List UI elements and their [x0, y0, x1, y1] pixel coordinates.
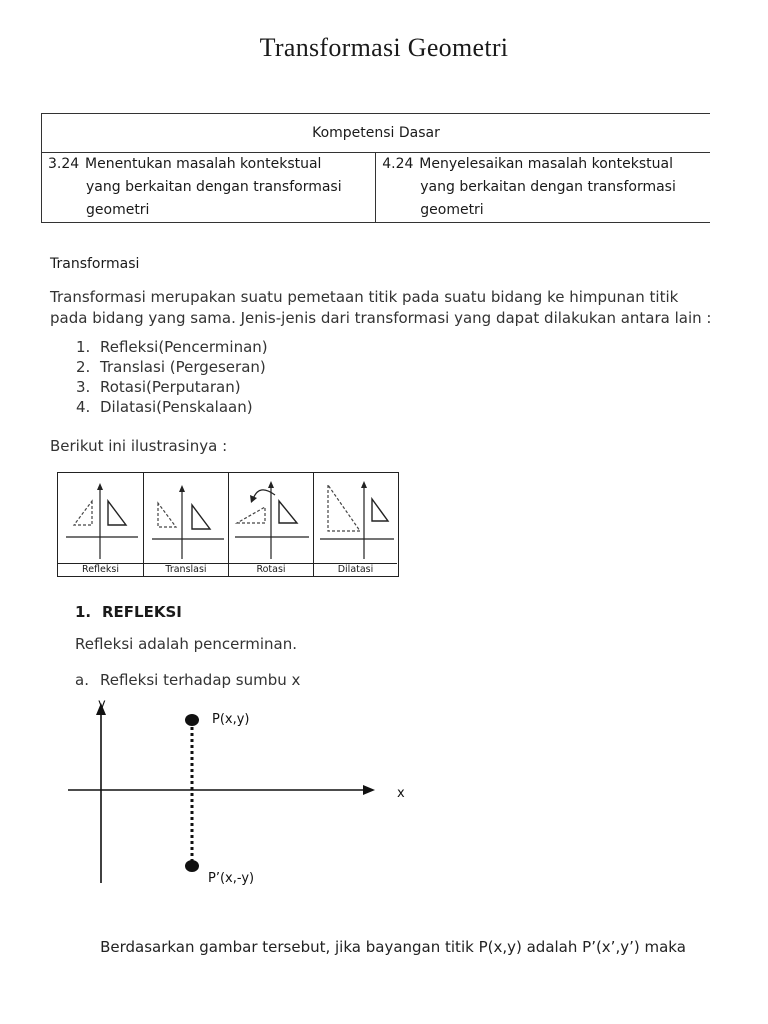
list-number: 3. [76, 378, 91, 396]
kompetensi-dasar-table [41, 113, 710, 223]
panel-translasi [144, 473, 229, 563]
section-heading: Transformasi [50, 256, 140, 272]
point-p-prime [185, 860, 199, 872]
panel-dilatasi [314, 473, 397, 563]
illustration-intro: Berikut ini ilustrasinya : [50, 437, 228, 455]
refleksi-heading [75, 603, 182, 621]
kd-left-line3: geometri [86, 202, 150, 218]
refleksi-title: REFLEKSI [102, 603, 182, 621]
kd-right-line1: Menyelesaikan masalah kontekstual [419, 156, 674, 172]
intro-paragraph [50, 287, 720, 329]
kd-right-line3: geometri [420, 202, 484, 218]
sub-letter: a. [75, 671, 89, 689]
list-number: 4. [76, 398, 91, 416]
list-number: 2. [76, 358, 91, 376]
caption-translasi: Translasi [144, 563, 229, 576]
conclusion-text: Berdasarkan gambar tersebut, jika bayangan titik P(x,y) adalah P’(x’,y’) maka [100, 938, 686, 956]
x-axis-label: x [397, 786, 405, 801]
kd-right-line2: yang berkaitan dengan transformasi [420, 179, 676, 195]
list-label: Dilatasi(Penskalaan) [100, 398, 253, 416]
transformation-illustration [57, 472, 399, 577]
list-item [50, 337, 268, 357]
dilatasi-diagram [314, 473, 397, 563]
kd-left-line1: Menentukan masalah kontekstual [85, 156, 322, 172]
page-title: Transformasi Geometri [259, 33, 509, 62]
refleksi-definition: Refleksi adalah pencerminan. [75, 635, 298, 653]
list-item [50, 397, 268, 417]
kd-right-num: 4.24 [382, 156, 414, 172]
kompetensi-header: Kompetensi Dasar [42, 114, 711, 153]
p-prime-label: P’(x,-y) [208, 871, 255, 886]
rotasi-diagram [229, 473, 314, 563]
caption-dilatasi: Dilatasi [314, 563, 397, 576]
intro-line-1: Transformasi merupakan suatu pemetaan titik pada suatu bidang ke himpunan titik [50, 288, 679, 306]
refleksi-subheading [75, 671, 300, 689]
list-label: Rotasi(Perputaran) [100, 378, 241, 396]
kompetensi-cell-right [376, 153, 710, 223]
caption-refleksi: Refleksi [58, 563, 144, 576]
refleksi-number: 1. [75, 603, 92, 621]
list-item [50, 377, 268, 397]
list-item [50, 357, 268, 377]
refleksi-diagram [58, 473, 144, 563]
sub-label: Refleksi terhadap sumbu x [100, 671, 301, 689]
kompetensi-cell-left [42, 153, 376, 223]
transformation-types-list [50, 337, 268, 417]
x-axis-arrow [363, 785, 375, 795]
p-label: P(x,y) [212, 712, 250, 727]
intro-line-2: pada bidang yang sama. Jenis-jenis dari transformasi yang dapat dilakukan antara lain : [50, 309, 712, 327]
list-number: 1. [76, 338, 91, 356]
panel-refleksi [58, 473, 144, 563]
caption-rotasi: Rotasi [229, 563, 314, 576]
point-p [185, 714, 199, 726]
y-axis-label: y [98, 697, 106, 712]
kd-left-line2: yang berkaitan dengan transformasi [86, 179, 342, 195]
list-label: Refleksi(Pencerminan) [100, 338, 268, 356]
translasi-diagram [144, 473, 229, 563]
reflection-graph [60, 693, 420, 893]
kd-left-num: 3.24 [48, 156, 80, 172]
panel-rotasi [229, 473, 314, 563]
list-label: Translasi (Pergeseran) [100, 358, 266, 376]
